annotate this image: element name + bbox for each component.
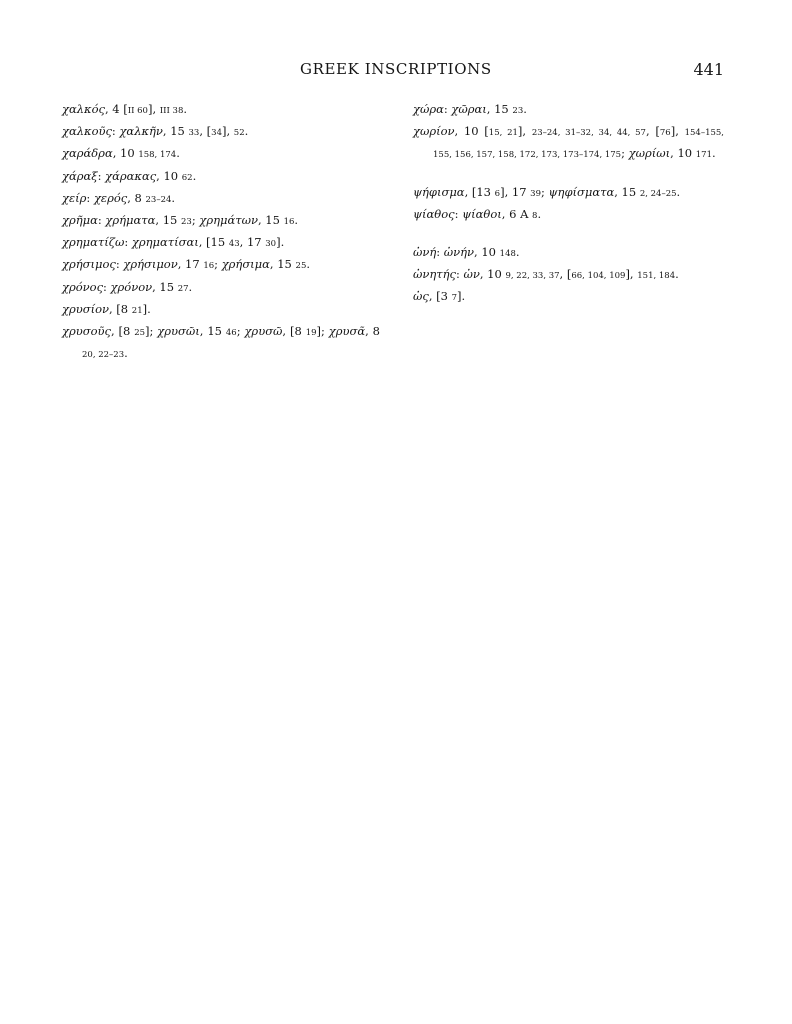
entry-text: ];	[145, 324, 158, 339]
greek-term: χώρα	[413, 102, 444, 116]
entry-text: .	[188, 279, 193, 294]
entry-text: ],	[670, 124, 685, 139]
greek-term: ψηφίσματα	[548, 184, 615, 199]
entry-text: ],	[517, 124, 532, 139]
line-reference: 33	[188, 128, 200, 139]
line-reference: 23	[512, 106, 524, 116]
running-title: GREEK INSCRIPTIONS	[300, 60, 492, 78]
line-reference: 23–24	[145, 194, 172, 205]
line-reference: 2, 24–25	[639, 188, 677, 199]
line-reference: 171	[695, 150, 712, 161]
entry-text: , 10	[474, 245, 500, 260]
line-reference: 62	[181, 172, 193, 183]
greek-term: χρυσίον	[62, 301, 109, 316]
line-reference: 158, 174	[138, 150, 177, 161]
index-entry	[62, 143, 380, 165]
entry-text: .	[294, 213, 299, 228]
entry-text: .	[244, 124, 249, 139]
line-reference: 16	[203, 261, 215, 272]
line-reference: 19	[305, 328, 317, 339]
line-reference: 52	[233, 128, 245, 139]
index-entry	[62, 166, 380, 188]
entry-text: , 15	[257, 213, 284, 228]
entry-text: , 15	[162, 124, 189, 139]
entry-text: .	[176, 146, 180, 161]
greek-term: χωρίον	[413, 124, 455, 139]
entry-text: , [8	[110, 324, 135, 339]
greek-term: χρυσῶ	[244, 324, 283, 339]
greek-term: ψήφισμα	[413, 184, 465, 199]
entry-text: :	[443, 102, 452, 116]
greek-term: χείρ	[62, 190, 87, 205]
entry-text: , 15	[155, 213, 181, 228]
greek-term: ὠνήν	[443, 245, 475, 260]
greek-term: ὠνή	[413, 245, 437, 260]
greek-term: χωρίωι	[628, 146, 671, 161]
entry-text: .	[124, 346, 128, 361]
greek-term: χρόνον	[110, 279, 153, 294]
entry-text: ].	[276, 235, 285, 250]
line-reference: 46	[225, 328, 237, 339]
entry-text: :	[86, 190, 94, 205]
entry-text: , 6 A	[501, 206, 533, 221]
line-reference: 154–155, 155, 156, 157, 158, 172, 173, 173–174, 175	[433, 128, 724, 161]
entry-text: ;	[621, 146, 629, 161]
greek-term: χρυσᾶ	[328, 324, 366, 339]
entry-text: .	[676, 184, 681, 199]
entry-text: ;	[541, 184, 549, 199]
entry-text: , 8	[127, 190, 146, 205]
line-reference: 21	[131, 305, 143, 316]
line-reference: 15, 21	[488, 128, 518, 139]
greek-term: χρυσῶι	[157, 324, 200, 339]
entry-text: :	[115, 257, 124, 272]
line-reference: 8	[532, 210, 538, 221]
index-entry	[413, 99, 724, 121]
greek-term: χρυσοῦς	[62, 324, 111, 339]
greek-term: χρῆμα	[62, 213, 98, 228]
entry-text: , 15	[269, 257, 296, 272]
index-column-right	[413, 99, 724, 309]
entry-text: :	[97, 168, 106, 183]
entry-text: , 17	[239, 235, 266, 250]
index-entry	[62, 277, 380, 299]
index-entry	[413, 242, 724, 264]
line-reference: 9, 22, 33, 37	[505, 271, 560, 282]
entry-text: , 10 [	[454, 124, 489, 139]
entry-text: :	[103, 279, 111, 294]
entry-text: , 15	[199, 324, 226, 339]
entry-text: :	[436, 245, 444, 260]
entry-text: ],	[147, 102, 160, 116]
index-entry	[413, 204, 724, 226]
entry-text: , 15	[152, 279, 178, 294]
entry-text: ;	[191, 213, 200, 228]
entry-text: , [15	[198, 235, 229, 250]
line-reference: 6	[494, 188, 501, 199]
entry-text: , 10	[156, 168, 182, 183]
greek-term: χρήσιμον	[123, 257, 178, 272]
index-column-left	[62, 99, 384, 365]
index-entry	[62, 121, 380, 143]
entry-text: , [	[199, 124, 212, 139]
greek-term: χαλκῆν	[119, 124, 163, 139]
index-entry	[62, 188, 380, 210]
entry-text: .	[523, 102, 527, 116]
greek-term: ψίαθος	[413, 206, 455, 221]
entry-text: .	[183, 102, 188, 116]
index-entry	[413, 286, 724, 308]
greek-term: χρόνος	[62, 279, 104, 294]
page-number: 441	[693, 60, 724, 79]
line-reference: 148	[499, 249, 516, 260]
page-header	[300, 60, 724, 86]
greek-term: χρηματίσαι	[131, 235, 199, 250]
entry-text: , [	[559, 267, 572, 282]
entry-text: ], 17	[500, 184, 531, 199]
greek-term: χρήσιμα	[221, 257, 270, 272]
greek-term: χρημάτων	[199, 213, 258, 228]
entry-text: , 17	[177, 257, 204, 272]
greek-term: χάραξ	[62, 168, 98, 183]
entry-text: :	[111, 124, 120, 139]
entry-text: :	[97, 213, 106, 228]
line-reference: 7	[451, 293, 458, 304]
entry-text: .	[515, 245, 520, 260]
entry-text: ],	[625, 267, 638, 282]
line-reference: III 38	[159, 106, 184, 116]
greek-term: χερός	[93, 190, 128, 205]
index-entry	[62, 254, 380, 276]
entry-text: , [8	[109, 301, 132, 316]
entry-text: , 15	[614, 184, 640, 199]
line-reference: 25	[295, 261, 307, 272]
index-entry	[413, 121, 724, 165]
line-reference: 34	[211, 128, 222, 139]
index-entry	[413, 182, 724, 204]
line-reference: 20, 22–23	[82, 350, 125, 361]
line-reference: 39	[530, 188, 541, 199]
entry-text: .	[306, 257, 311, 272]
greek-term: χάρακας	[105, 168, 157, 183]
entry-text: ];	[316, 324, 329, 339]
entry-text: , 8	[365, 324, 384, 339]
line-reference: 16	[283, 217, 295, 228]
line-reference: II 60	[127, 106, 148, 116]
greek-term: ὠνητής	[413, 267, 456, 282]
entry-text: .	[711, 146, 716, 161]
entry-text: , 10	[479, 267, 506, 282]
index-entry	[62, 99, 380, 121]
greek-term: χαράδρα	[62, 146, 113, 161]
line-reference: 43	[228, 239, 240, 250]
entry-text: :	[454, 206, 463, 221]
entry-text: , 10	[670, 146, 696, 161]
index-entry	[62, 210, 380, 232]
line-reference: 23–24, 31–32, 34, 44, 57	[531, 128, 646, 139]
entry-text: .	[675, 267, 679, 282]
entry-text: .	[537, 206, 542, 221]
greek-term: ψίαθοι	[462, 206, 502, 221]
entry-text: :	[455, 267, 464, 282]
line-reference: 27	[177, 283, 189, 294]
entry-text: ].	[142, 301, 151, 316]
greek-term: χαλκοῦς	[62, 124, 112, 139]
entry-text: .	[171, 190, 176, 205]
greek-term: χρήματα	[105, 213, 156, 228]
line-reference: 66, 104, 109	[571, 271, 626, 282]
entry-text: , 4 [	[104, 102, 128, 116]
entry-text: .	[192, 168, 197, 183]
greek-term: ὡς	[413, 289, 429, 304]
entry-text: , [3	[428, 289, 452, 304]
greek-term: χρήσιμος	[62, 257, 116, 272]
line-reference: 151, 184	[637, 271, 676, 282]
entry-text: , 15	[486, 102, 513, 116]
index-entry	[62, 299, 380, 321]
greek-term: χρηματίζω	[62, 235, 125, 250]
entry-text: ;	[236, 324, 245, 339]
entry-text: , [	[645, 124, 660, 139]
index-entry	[62, 321, 384, 365]
line-reference: 76	[659, 128, 671, 139]
line-reference: 30	[265, 239, 277, 250]
greek-term: χαλκός	[62, 102, 105, 116]
greek-term: ὠν	[463, 267, 480, 282]
index-entry	[62, 232, 380, 254]
entry-text: , 10	[112, 146, 139, 161]
greek-term: χῶραι	[451, 102, 487, 116]
entry-text: ].	[457, 289, 466, 304]
entry-text: :	[124, 235, 132, 250]
index-entry	[413, 264, 724, 286]
entry-text: ],	[221, 124, 234, 139]
entry-text: , [13	[464, 184, 495, 199]
line-reference: 25	[134, 328, 146, 339]
line-reference: 23	[181, 217, 192, 228]
entry-text: ;	[214, 257, 222, 272]
entry-text: , [8	[282, 324, 306, 339]
